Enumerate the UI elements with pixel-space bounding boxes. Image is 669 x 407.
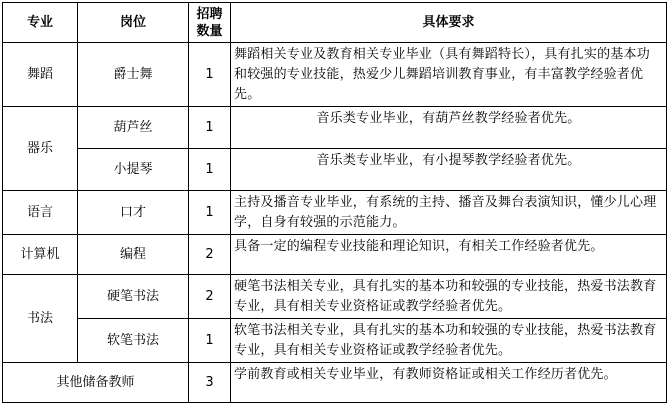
cell-requirement: 音乐类专业毕业，有小提琴教学经验者优先。 (231, 149, 667, 191)
header-major: 专业 (3, 3, 78, 43)
header-position: 岗位 (78, 3, 189, 43)
cell-position: 葫芦丝 (78, 107, 189, 149)
cell-position: 编程 (78, 235, 189, 275)
header-hiring-count (189, 3, 231, 43)
header-row (3, 3, 667, 43)
cell-major: 语言 (3, 191, 78, 235)
cell-count: 1 (189, 149, 231, 191)
cell-requirement: 音乐类专业毕业，有葫芦丝教学经验者优先。 (231, 107, 667, 149)
cell-count: 1 (189, 191, 231, 235)
table-row (3, 107, 667, 149)
table-row (3, 191, 667, 235)
cell-position: 爵士舞 (78, 43, 189, 107)
cell-requirement: 软笔书法相关专业，具有扎实的基本功和较强的专业技能，热爱书法教育专业，具有相关专业资格证或教学经验者优先。 (231, 319, 667, 363)
cell-requirement: 具备一定的编程专业技能和理论知识，有相关工作经验者优先。 (231, 235, 667, 275)
cell-count: 3 (189, 363, 231, 403)
table-row (3, 43, 667, 107)
cell-requirement: 硬笔书法相关专业，具有扎实的基本功和较强的专业技能，热爱书法教育专业，具有相关专业资格证或教学经验者优先。 (231, 275, 667, 319)
header-hiring-line1: 招聘 (196, 6, 223, 22)
cell-count: 1 (189, 107, 231, 149)
cell-major-position: 其他储备教师 (3, 363, 189, 403)
cell-count: 1 (189, 319, 231, 363)
cell-count: 2 (189, 235, 231, 275)
header-requirements: 具体要求 (231, 3, 667, 43)
cell-major: 器乐 (3, 107, 78, 191)
cell-major: 计算机 (3, 235, 78, 275)
cell-major: 书法 (3, 275, 78, 363)
cell-position: 软笔书法 (78, 319, 189, 363)
cell-count: 1 (189, 43, 231, 107)
cell-major: 舞蹈 (3, 43, 78, 107)
table-row (3, 319, 667, 363)
table-row (3, 235, 667, 275)
cell-count: 2 (189, 275, 231, 319)
recruitment-table (2, 2, 667, 403)
table-row (3, 363, 667, 403)
cell-position: 小提琴 (78, 149, 189, 191)
cell-requirement: 主持及播音专业毕业，有系统的主持、播音及舞台表演知识，懂少儿心理学，自身有较强的示范能力。 (231, 191, 667, 235)
table-row (3, 275, 667, 319)
table-row (3, 149, 667, 191)
cell-position: 口才 (78, 191, 189, 235)
cell-requirement: 舞蹈相关专业及教育相关专业毕业（具有舞蹈特长），具有扎实的基本功和较强的专业技能，热爱少儿舞蹈培训教育事业，有丰富教学经验者优先。 (231, 43, 667, 107)
header-hiring-line2: 数量 (196, 23, 223, 39)
cell-position: 硬笔书法 (78, 275, 189, 319)
cell-requirement: 学前教育或相关专业毕业，有教师资格证或相关工作经历者优先。 (231, 363, 667, 403)
